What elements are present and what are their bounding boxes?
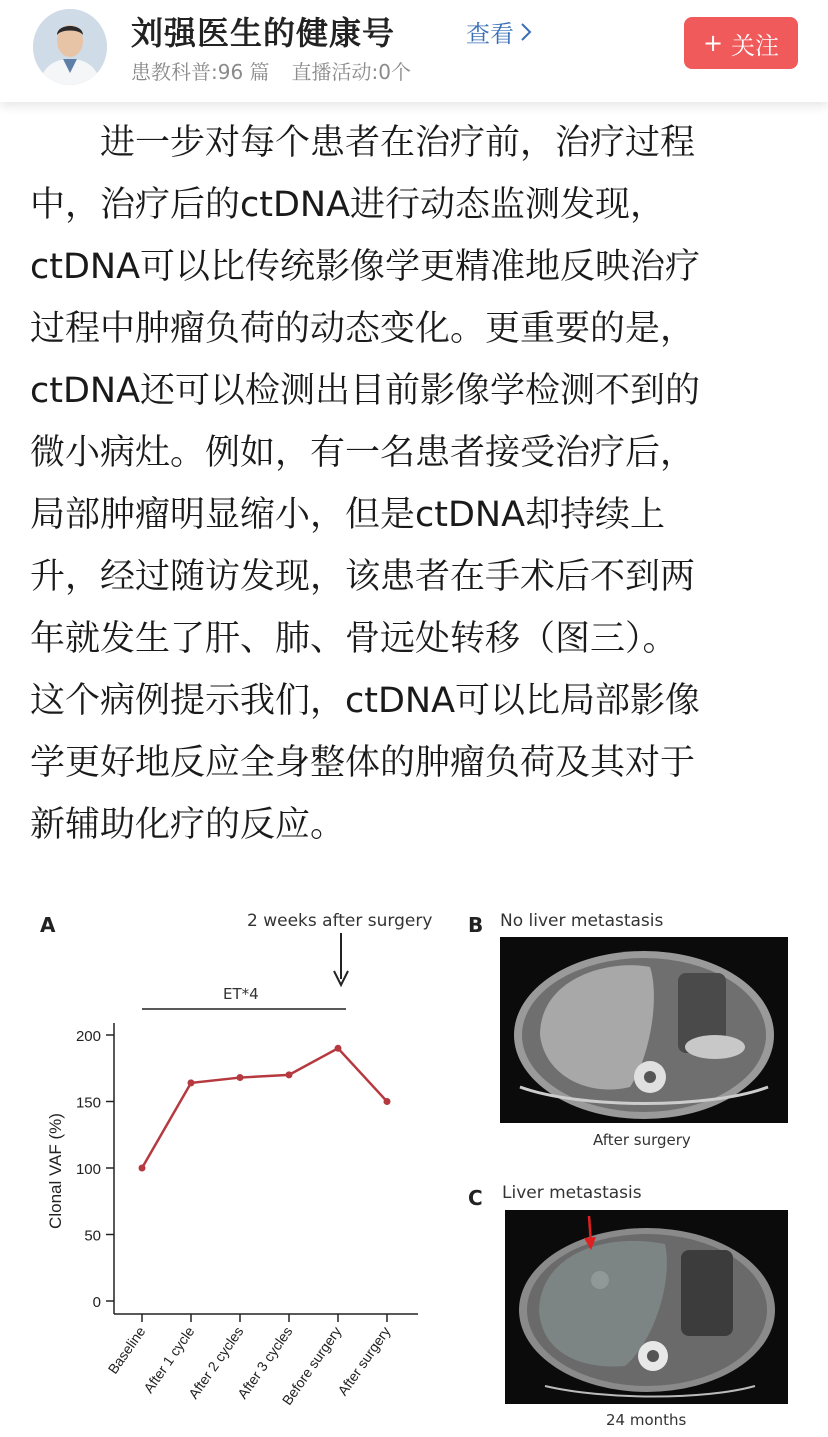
article-line: 过程中肿瘤负荷的动态变化。更重要的是， — [30, 309, 696, 349]
article-line: ctDNA还可以检测出目前影像学检测不到的 — [30, 371, 701, 411]
follow-label: 关注 — [731, 31, 780, 60]
bracket-label: ET*4 — [223, 985, 259, 1003]
panel-b-letter: B — [468, 913, 484, 937]
panel-b-title: No liver metastasis — [500, 911, 664, 931]
vaf-line-chart — [30, 893, 450, 1437]
view-profile-link[interactable] — [466, 14, 532, 49]
article-line: 学更好地反应全身整体的肿瘤负荷及其对于 — [30, 743, 696, 783]
y-tick-label: 50 — [84, 1227, 101, 1245]
article-line: 年就发生了肝、肺、骨远处转移（图三）。 — [30, 619, 678, 659]
x-tick-label: After 2 cycles — [185, 1323, 247, 1402]
panel-a-letter: A — [40, 913, 56, 937]
x-tick-label: Baseline — [104, 1323, 149, 1377]
panel-b-caption: After surgery — [593, 1131, 691, 1149]
data-point — [286, 1071, 293, 1078]
article-line: 中，治疗后的ctDNA进行动态监测发现， — [30, 185, 666, 225]
data-point — [335, 1045, 342, 1052]
ct-scan-24-months — [505, 1210, 788, 1404]
article-line: 新辅助化疗的反应。 — [30, 805, 346, 845]
y-axis-label: Clonal VAF (%) — [46, 1113, 65, 1229]
series-line — [142, 1048, 387, 1168]
data-point — [139, 1165, 146, 1172]
data-point — [384, 1098, 391, 1105]
account-header — [0, 0, 828, 102]
article-figure[interactable] — [30, 893, 800, 1437]
article-line: 进一步对每个患者在治疗前，治疗过程 — [100, 123, 696, 163]
article-count: 患教科普:96 篇 — [131, 60, 270, 84]
plus-icon: + — [702, 29, 724, 57]
article-line: 局部肿瘤明显缩小，但是ctDNA却持续上 — [30, 495, 666, 535]
panel-c-title: Liver metastasis — [502, 1183, 642, 1203]
chevron-right-icon — [520, 20, 532, 48]
surgery-annotation: 2 weeks after surgery — [247, 911, 433, 931]
doctor-avatar[interactable] — [33, 9, 107, 85]
article-body — [30, 112, 800, 856]
account-stats — [131, 56, 411, 85]
article-line: 微小病灶。例如，有一名患者接受治疗后， — [30, 433, 696, 473]
account-title: 刘强医生的健康号 — [131, 14, 396, 52]
panel-c-letter: C — [468, 1186, 483, 1210]
live-count: 直播活动:0个 — [291, 60, 412, 84]
view-label: 查看 — [466, 20, 514, 48]
y-tick-label: 200 — [75, 1028, 101, 1045]
y-tick-label: 0 — [92, 1294, 101, 1311]
panel-c-caption: 24 months — [606, 1411, 687, 1429]
y-tick-label: 100 — [75, 1161, 101, 1178]
ct-scan-after-surgery — [500, 937, 788, 1123]
y-tick-label: 150 — [75, 1094, 101, 1112]
x-tick-label: Before surgery — [278, 1323, 345, 1408]
article-line: ctDNA可以比传统影像学更精准地反映治疗 — [30, 247, 701, 287]
x-tick-label: After surgery — [334, 1323, 394, 1399]
data-point — [188, 1079, 195, 1086]
article-line: 这个病例提示我们，ctDNA可以比局部影像 — [30, 681, 701, 721]
x-tick-label: After 1 cycle — [140, 1323, 198, 1396]
article-line: 升，经过随访发现，该患者在手术后不到两 — [30, 557, 696, 597]
data-point — [237, 1074, 244, 1081]
follow-button[interactable] — [684, 17, 798, 69]
x-tick-label: After 3 cycles — [234, 1323, 296, 1402]
